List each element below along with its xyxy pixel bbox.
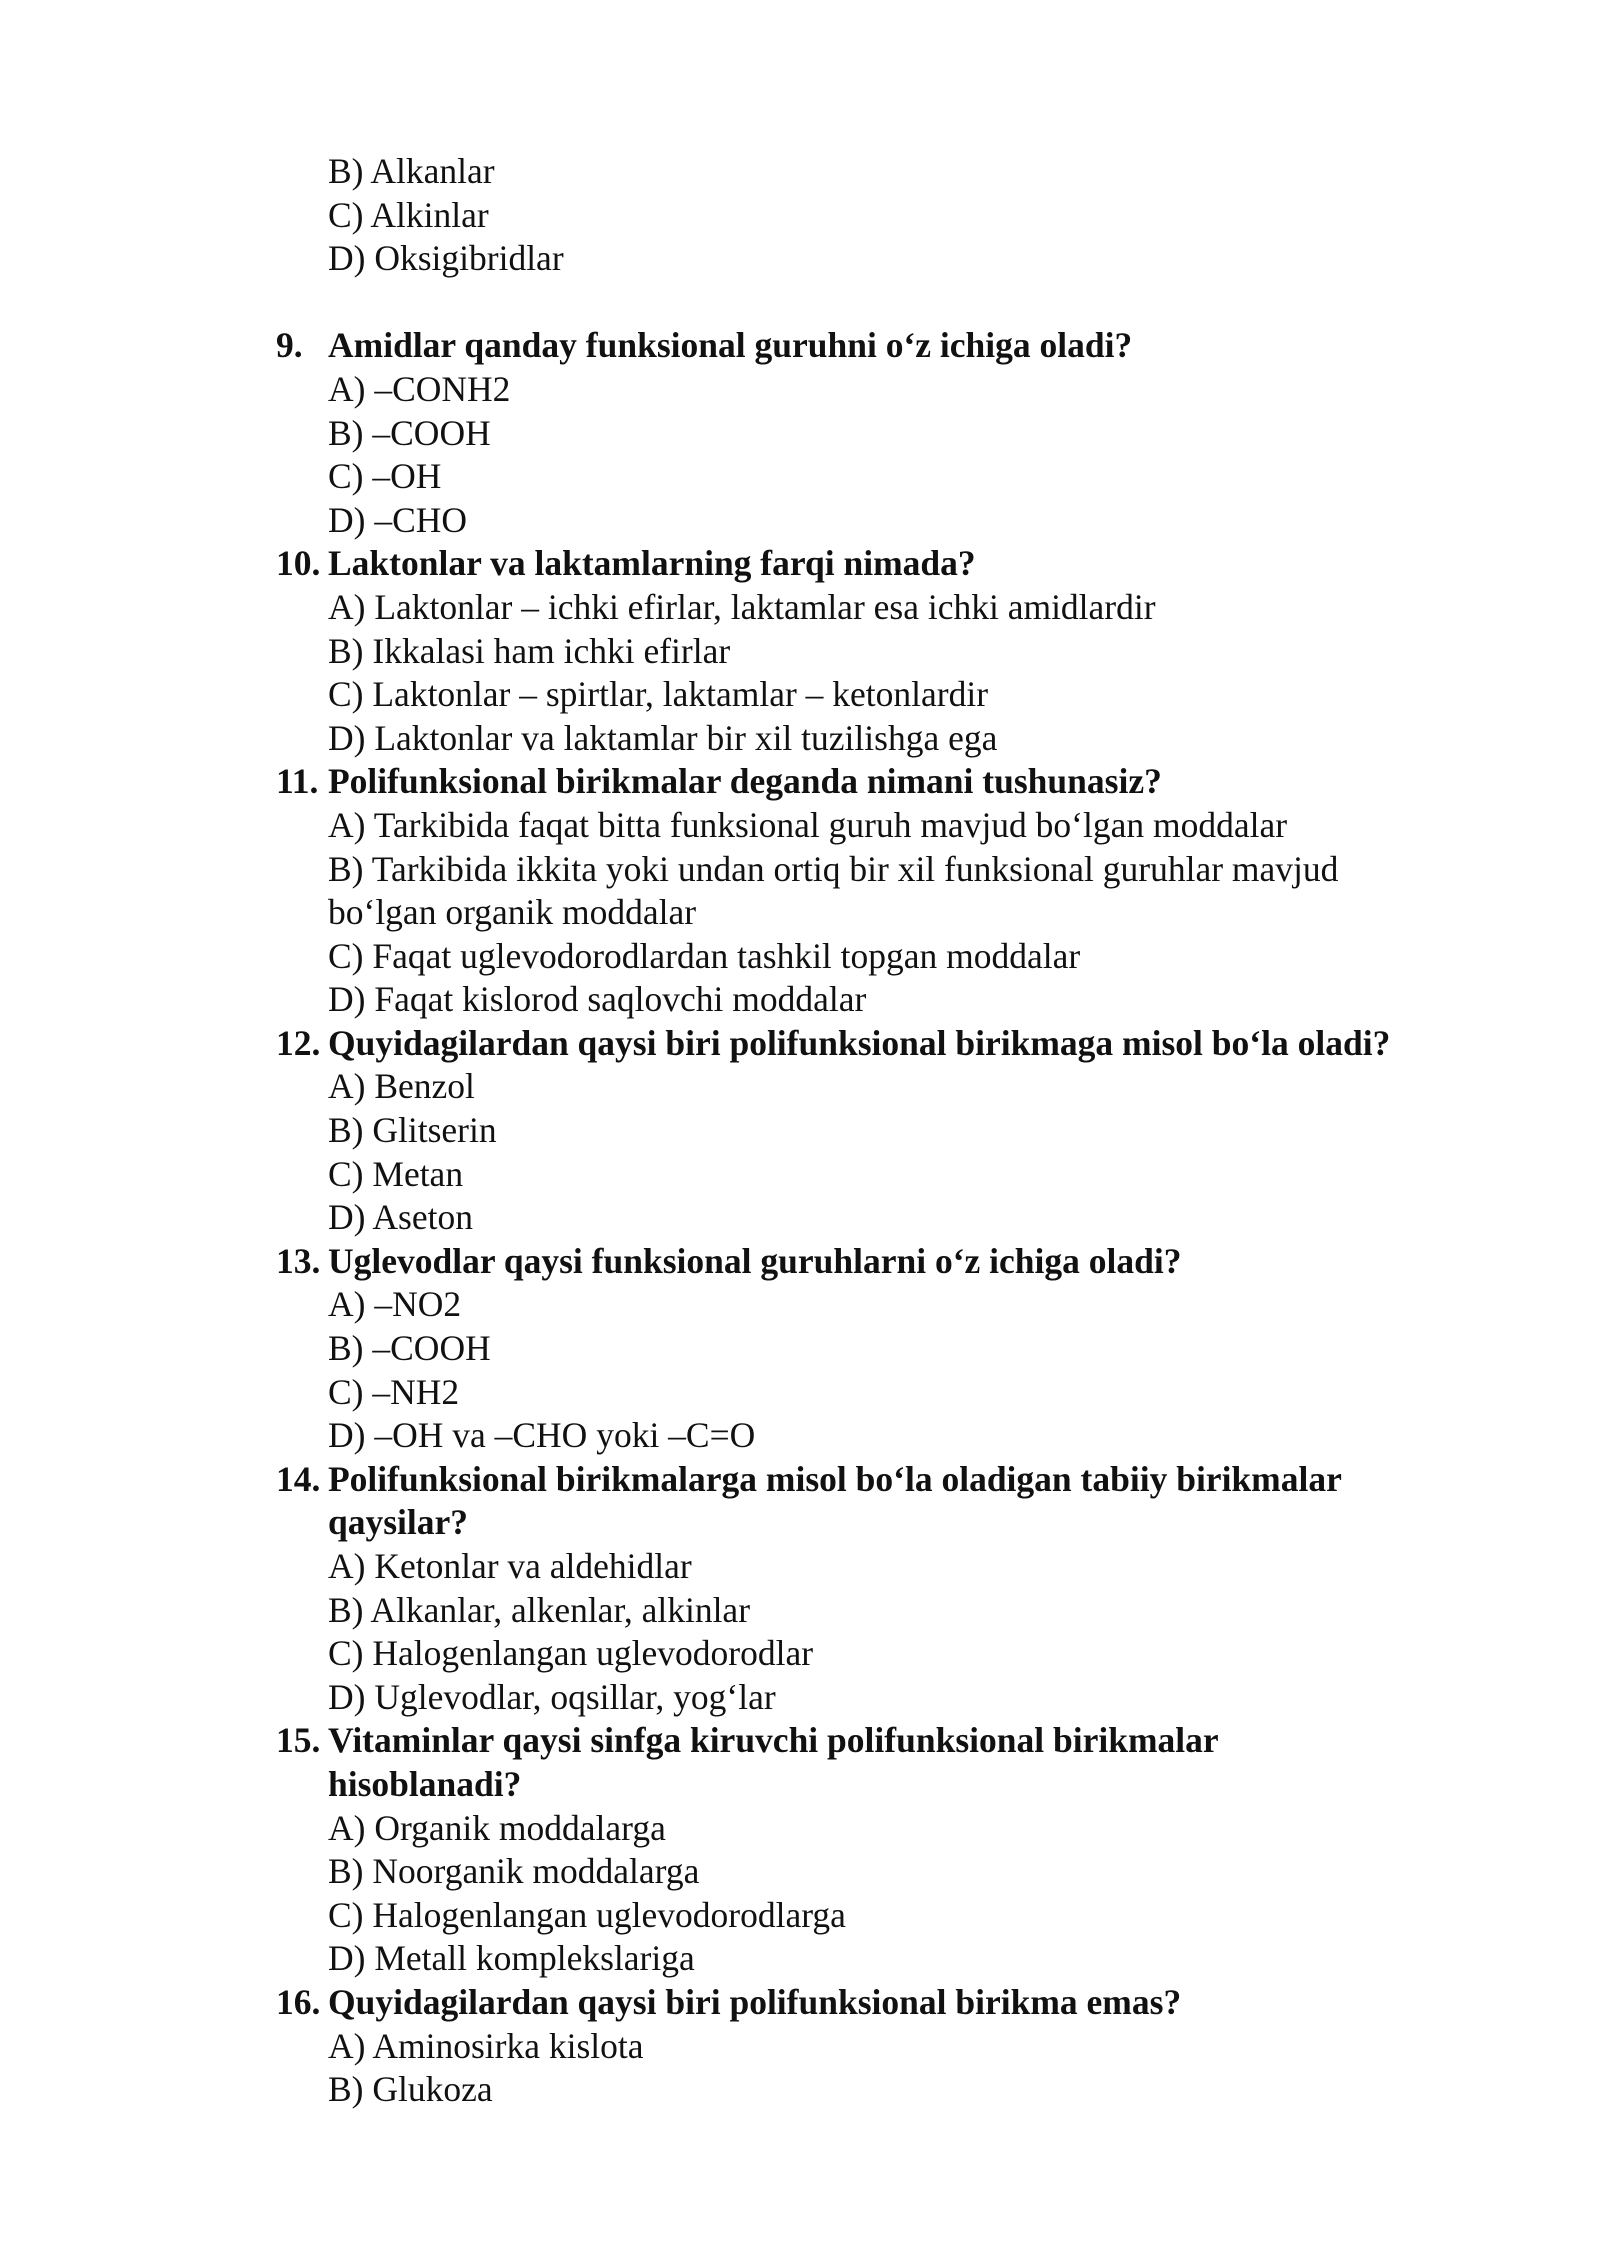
question-block	[276, 1240, 1476, 1458]
question-text-line: Polifunksional birikmalarga misol bo‘la oladigan tabiiy birikmalar	[328, 1458, 1342, 1499]
answer-option: C) Metan	[328, 1153, 464, 1194]
answer-option: A) Benzol	[328, 1066, 475, 1107]
answer-option: D) Oksigibridlar	[328, 238, 564, 279]
answer-option: B) Alkanlar	[328, 151, 495, 191]
question-text-line: Vitaminlar qaysi sinfga kiruvchi polifunksional birikmalar	[328, 1720, 1219, 1761]
question-text-line: Quyidagilardan qaysi biri polifunksional birikmaga misol bo‘la oladi?	[328, 1022, 1391, 1063]
question-text	[276, 1763, 1476, 1807]
question-text	[276, 1022, 1476, 1066]
answer-option: C) Alkinlar	[328, 194, 489, 235]
question-text	[276, 324, 1476, 368]
answer-option: C) Laktonlar – spirtlar, laktamlar – ketonlardir	[328, 674, 989, 715]
answer-option: B) –COOH	[328, 1328, 491, 1369]
question-block	[276, 1981, 1476, 2112]
question-text	[276, 1981, 1476, 2025]
answer-option: B) Ikkalasi ham ichki efirlar	[328, 630, 731, 671]
question-text-line: Amidlar qanday funksional guruhni o‘z ichiga oladi?	[328, 325, 1133, 366]
answer-option: D) Laktonlar va laktamlar bir xil tuzilishga ega	[328, 717, 998, 758]
answer-option: A) Organik moddalarga	[328, 1807, 666, 1848]
question-number: 13.	[276, 1240, 321, 1281]
answer-option: A) Ketonlar va aldehidlar	[328, 1546, 692, 1586]
answer-option: C) Halogenlangan uglevodorodlar	[328, 1633, 814, 1674]
question-block	[276, 542, 1476, 760]
answer-option: D) Uglevodlar, oqsillar, yog‘lar	[328, 1676, 776, 1717]
answer-option: C) –OH	[328, 456, 442, 497]
question-text	[276, 760, 1476, 804]
answer-option: D) Faqat kislorod saqlovchi moddalar	[328, 979, 867, 1020]
answer-option: D) Aseton	[328, 1197, 473, 1238]
question-list	[276, 324, 1476, 2111]
question-text-line: Polifunksional birikmalar deganda nimani tushunasiz?	[328, 761, 1162, 802]
question-block	[276, 324, 1476, 542]
answer-option: D) Metall komplekslariga	[328, 1938, 695, 1979]
quiz-content	[276, 150, 1476, 2112]
answer-option: C) –NH2	[328, 1371, 460, 1412]
answer-option: B) Tarkibida ikkita yoki undan ortiq bir xil funksional guruhlar mavjud	[328, 848, 1339, 889]
answer-option: A) Tarkibida faqat bitta funksional guruh mavjud bo‘lgan moddalar	[328, 804, 1288, 845]
question-block	[276, 760, 1476, 1022]
answer-option: B) –COOH	[328, 412, 491, 453]
question-text-line: Uglevodlar qaysi funksional guruhlarni o‘z ichiga oladi?	[328, 1240, 1182, 1281]
question-text	[276, 1501, 1476, 1545]
question-text	[276, 1719, 1476, 1763]
answer-option: C) Halogenlangan uglevodorodlarga	[328, 1894, 846, 1935]
question-text-line: hisoblanadi?	[328, 1763, 522, 1804]
question-number: 14.	[276, 1458, 321, 1499]
answer-option: A) Laktonlar – ichki efirlar, laktamlar esa ichki amidlardir	[328, 586, 1156, 627]
answer-option: D) –CHO	[328, 499, 468, 540]
question-number: 12.	[276, 1022, 321, 1063]
question-text	[276, 1240, 1476, 1284]
question-number: 9.	[276, 325, 303, 366]
intro-options	[276, 150, 1476, 281]
answer-option: B) Glitserin	[328, 1110, 497, 1151]
answer-option: B) Noorganik moddalarga	[328, 1851, 700, 1892]
question-number: 15.	[276, 1720, 321, 1761]
question-block	[276, 1719, 1476, 1981]
question-text-line: qaysilar?	[328, 1502, 469, 1543]
question-number: 11.	[276, 761, 319, 802]
spacer	[276, 281, 1476, 325]
question-block	[276, 1022, 1476, 1240]
answer-option: A) Aminosirka kislota	[328, 2025, 644, 2066]
question-text-line: Quyidagilardan qaysi biri polifunksional birikma emas?	[328, 1981, 1182, 2022]
question-text	[276, 542, 1476, 586]
question-number: 10.	[276, 543, 321, 584]
question-block	[276, 1458, 1476, 1720]
answer-option: D) –OH va –CHO yoki –C=O	[328, 1415, 756, 1456]
answer-option: B) Glukoza	[328, 2069, 493, 2110]
answer-option: A) –CONH2	[328, 368, 511, 409]
question-text-line: Laktonlar va laktamlarning farqi nimada?	[328, 543, 976, 584]
answer-option: C) Faqat uglevodorodlardan tashkil topgan moddalar	[328, 935, 1081, 976]
question-number: 16.	[276, 1981, 321, 2022]
answer-option: bo‘lgan organik moddalar	[328, 892, 697, 933]
question-text	[276, 1458, 1476, 1502]
answer-option: B) Alkanlar, alkenlar, alkinlar	[328, 1589, 751, 1630]
answer-option: A) –NO2	[328, 1284, 462, 1325]
